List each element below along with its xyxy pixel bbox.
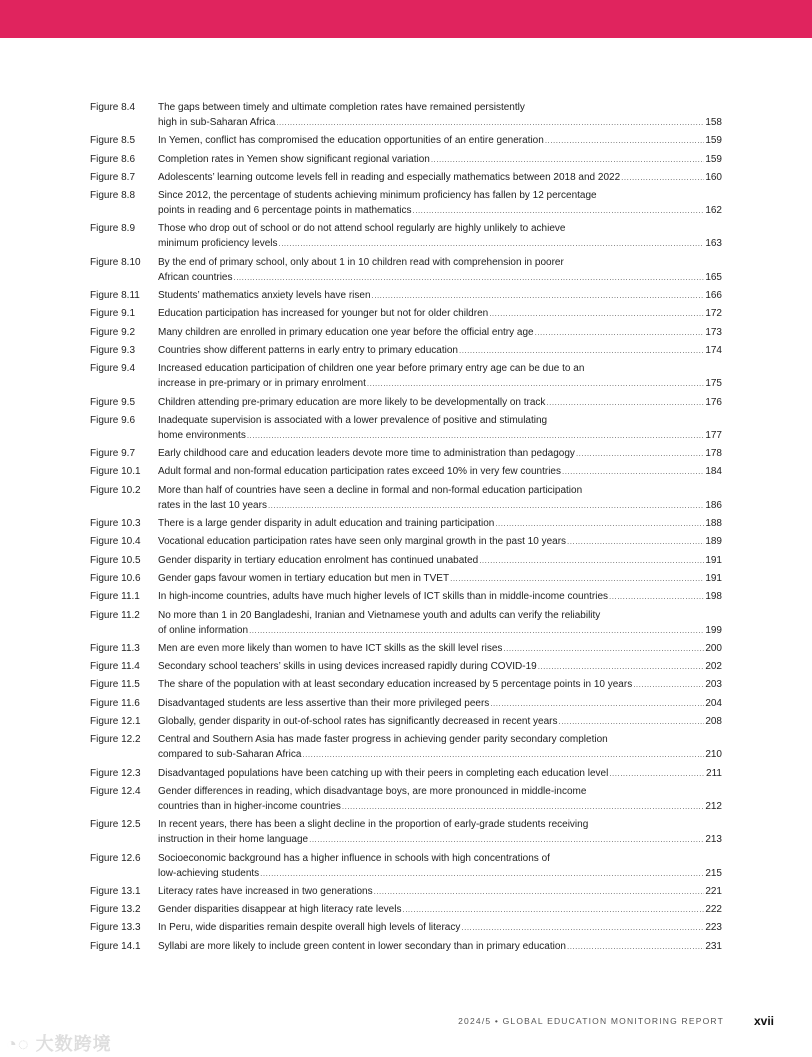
page-ref[interactable]: 215	[705, 867, 722, 879]
toc-entry[interactable]	[90, 608, 722, 638]
figure-label: Figure 12.6	[90, 852, 141, 864]
dot-leader	[413, 203, 705, 218]
page-ref[interactable]: 212	[705, 800, 722, 812]
toc-entry[interactable]	[90, 133, 722, 148]
figure-title: No more than 1 in 20 Bangladeshi, Iranian and Vietnamese youth and adults can verify the reliability	[158, 609, 601, 621]
figure-label: Figure 13.1	[90, 885, 141, 897]
dot-leader	[567, 939, 704, 954]
figure-title: Secondary school teachers’ skills in using devices increased rapidly during COVID-19	[158, 661, 537, 673]
figure-title: African countries	[158, 271, 233, 283]
page-ref[interactable]: 177	[705, 429, 722, 441]
toc-entry[interactable]	[90, 446, 722, 461]
dot-leader	[490, 696, 704, 711]
page-ref[interactable]: 211	[706, 767, 722, 779]
figure-title: Adolescents’ learning outcome levels fell in reading and especially mathematics between 2018 and 2022	[158, 171, 621, 183]
figure-label: Figure 8.10	[90, 256, 141, 268]
figure-title: In Yemen, conflict has compromised the education opportunities of an entire generation	[158, 135, 544, 147]
page-ref[interactable]: 210	[705, 749, 722, 761]
figure-label: Figure 12.4	[90, 785, 141, 797]
figure-label: Figure 11.1	[90, 591, 140, 603]
toc-entry[interactable]	[90, 920, 722, 935]
page-ref[interactable]: 166	[705, 290, 722, 302]
page-ref[interactable]: 204	[705, 697, 722, 709]
figure-label: Figure 9.2	[90, 326, 136, 338]
figure-title: home environments	[158, 429, 246, 441]
dot-leader	[459, 343, 704, 358]
figure-title: Adult formal and non-formal education participation rates exceed 10% in very few countries	[158, 466, 561, 478]
figure-label: Figure 11.4	[90, 661, 140, 673]
page-ref[interactable]: 223	[705, 922, 722, 934]
figure-label: Figure 9.4	[90, 363, 136, 375]
figure-title: increase in pre-primary or in primary enrolment	[158, 378, 366, 390]
figure-title: Since 2012, the percentage of students achieving minimum proficiency has fallen by 12 percentage	[158, 190, 597, 202]
figure-title: Education participation has increased for younger but not for older children	[158, 308, 489, 320]
page-ref[interactable]: 186	[705, 499, 722, 511]
page-ref[interactable]: 184	[705, 466, 722, 478]
dot-leader	[342, 799, 704, 814]
dot-leader	[545, 133, 705, 148]
figure-label: Figure 12.1	[90, 716, 141, 728]
figure-label: Figure 11.3	[90, 642, 140, 654]
figure-title: Syllabi are more likely to include green content in lower secondary than in primary education	[158, 940, 566, 952]
figure-label: Figure 9.1	[90, 308, 136, 320]
figure-label: Figure 10.4	[90, 536, 141, 548]
dot-leader	[450, 571, 704, 586]
figure-label: Figure 8.9	[90, 223, 136, 235]
figure-title: of online information	[158, 624, 249, 636]
figure-label: Figure 8.5	[90, 135, 136, 147]
toc-entry[interactable]	[90, 152, 722, 167]
figure-label: Figure 10.6	[90, 572, 141, 584]
figure-title: In Peru, wide disparities remain despite overall high levels of literacy	[158, 922, 461, 934]
page-ref[interactable]: 191	[705, 554, 722, 566]
dot-leader	[372, 288, 705, 303]
toc-entry[interactable]	[90, 306, 722, 321]
page-ref[interactable]: 159	[705, 135, 722, 147]
dot-leader	[461, 920, 704, 935]
figure-title: Men are even more likely than women to have ICT skills as the skill level rises	[158, 642, 503, 654]
dot-leader	[268, 498, 704, 513]
figure-label: Figure 11.6	[90, 697, 140, 709]
page-ref[interactable]: 176	[705, 396, 722, 408]
dot-leader	[546, 395, 704, 410]
toc-entry[interactable]	[90, 884, 722, 899]
figure-label: Figure 12.3	[90, 767, 141, 779]
dot-leader	[276, 115, 704, 130]
figure-label: Figure 10.5	[90, 554, 141, 566]
figure-title: Children attending pre-primary education are more likely to be developmentally on track	[158, 396, 546, 408]
toc-entry[interactable]	[90, 255, 722, 285]
dot-leader	[302, 747, 704, 762]
figure-title: Gender gaps favour women in tertiary education but men in TVET	[158, 572, 450, 584]
figure-title: Disadvantaged students are less assertive than their more privileged peers	[158, 697, 490, 709]
dot-leader	[249, 623, 704, 638]
toc-entry[interactable]	[90, 325, 722, 340]
toc-entry[interactable]	[90, 851, 722, 881]
toc-entry[interactable]	[90, 659, 722, 674]
figure-label: Figure 11.5	[90, 679, 140, 691]
figure-title: The gaps between timely and ultimate completion rates have remained persistently	[158, 102, 525, 113]
figure-label: Figure 8.6	[90, 153, 136, 165]
dot-leader	[278, 236, 704, 251]
toc-entry[interactable]	[90, 395, 722, 410]
toc-entry[interactable]	[90, 464, 722, 479]
toc-entry[interactable]	[90, 483, 722, 513]
toc-entry[interactable]	[90, 343, 722, 358]
toc-entry[interactable]	[90, 413, 722, 443]
figure-title: In high-income countries, adults have much higher levels of ICT skills than in middle-income countries	[158, 591, 609, 603]
figure-title: Globally, gender disparity in out-of-school rates has significantly decreased in recent years	[158, 716, 558, 728]
page-ref[interactable]: 173	[705, 326, 722, 338]
figure-label: Figure 9.7	[90, 448, 136, 460]
figure-label: Figure 9.3	[90, 344, 136, 356]
toc-entry[interactable]	[90, 817, 722, 847]
figure-title: Literacy rates have increased in two generations	[158, 885, 373, 897]
page-footer	[458, 1014, 774, 1028]
figure-label: Figure 11.2	[90, 609, 140, 621]
figure-title: There is a large gender disparity in adult education and training participation	[158, 518, 495, 530]
page-ref[interactable]: 175	[705, 378, 722, 390]
page-ref[interactable]: 213	[705, 834, 722, 846]
dot-leader	[247, 428, 704, 443]
toc-entry[interactable]	[90, 188, 722, 218]
dot-leader	[609, 766, 705, 781]
figure-label: Figure 13.2	[90, 904, 141, 916]
dot-leader	[260, 866, 704, 881]
page-ref[interactable]: 159	[705, 153, 722, 165]
page-ref[interactable]: 172	[705, 308, 722, 320]
figure-title: Socioeconomic background has a higher influence in schools with high concentrations of	[158, 852, 550, 864]
dot-leader	[233, 270, 704, 285]
dot-leader	[576, 446, 704, 461]
figure-label: Figure 8.7	[90, 171, 136, 183]
figure-title: Gender disparities disappear at high literacy rate levels	[158, 904, 402, 916]
page-ref[interactable]: 188	[705, 518, 722, 530]
figure-title: Many children are enrolled in primary education one year before the official entry age	[158, 326, 534, 338]
figure-title: low-achieving students	[158, 867, 260, 879]
dot-leader	[503, 641, 704, 656]
page-ref[interactable]: 189	[705, 536, 722, 548]
dot-leader	[367, 376, 704, 391]
toc-entry[interactable]	[90, 589, 722, 604]
figure-title: In recent years, there has been a slight decline in the proportion of early-grade students receiving	[158, 819, 589, 831]
figure-title: countries than in higher-income countries	[158, 800, 341, 812]
dot-leader	[309, 832, 704, 847]
figure-title: high in sub-Saharan Africa	[158, 117, 276, 128]
figure-title: rates in the last 10 years	[158, 499, 267, 511]
dot-leader	[495, 516, 704, 531]
list-of-figures	[90, 100, 722, 957]
page-ref[interactable]: 162	[705, 205, 722, 217]
figure-label: Figure 12.2	[90, 734, 141, 746]
toc-entry[interactable]	[90, 571, 722, 586]
figure-label: Figure 12.5	[90, 819, 141, 831]
figure-label: Figure 13.3	[90, 922, 141, 934]
toc-entry[interactable]	[90, 100, 722, 130]
header-band	[0, 0, 812, 38]
toc-entry[interactable]	[90, 784, 722, 814]
figure-label: Figure 8.4	[90, 102, 136, 113]
dot-leader	[431, 152, 704, 167]
page-ref[interactable]: 163	[705, 238, 722, 250]
dot-leader	[402, 902, 704, 917]
dot-leader	[609, 589, 704, 604]
figure-title: Countries show different patterns in early entry to primary education	[158, 344, 458, 356]
page-number: xvii	[753, 1014, 774, 1028]
toc-entry[interactable]	[90, 553, 722, 568]
report-title: 2024/5 • GLOBAL EDUCATION MONITORING REPORT	[458, 1016, 724, 1026]
page-ref[interactable]: 174	[705, 344, 722, 356]
figure-label: Figure 8.11	[90, 290, 140, 302]
figure-label: Figure 9.5	[90, 396, 136, 408]
figure-title: instruction in their home language	[158, 834, 309, 846]
dot-leader	[374, 884, 705, 899]
page-ref[interactable]: 191	[705, 572, 722, 584]
dot-leader	[621, 170, 704, 185]
page-ref[interactable]: 158	[705, 117, 722, 128]
toc-entry[interactable]	[90, 170, 722, 185]
figure-label: Figure 8.8	[90, 190, 136, 202]
page-ref[interactable]: 198	[705, 591, 722, 603]
toc-entry[interactable]	[90, 714, 722, 729]
figure-title: Gender disparity in tertiary education enrolment has continued unabated	[158, 554, 479, 566]
figure-title: The share of the population with at least secondary education increased by 5 percentage points in 10 years	[158, 679, 633, 691]
toc-entry[interactable]	[90, 732, 722, 762]
dot-leader	[479, 553, 704, 568]
page-ref[interactable]: 178	[705, 448, 722, 460]
page-ref[interactable]: 222	[705, 904, 722, 916]
page-ref[interactable]: 203	[705, 679, 722, 691]
dot-leader	[538, 659, 705, 674]
figure-title: Disadvantaged populations have been catching up with their peers in completing each education level	[158, 767, 609, 779]
page-ref[interactable]: 165	[705, 271, 722, 283]
toc-entry[interactable]	[90, 902, 722, 917]
dot-leader	[535, 325, 705, 340]
figure-label: Figure 10.1	[90, 466, 141, 478]
toc-entry[interactable]	[90, 677, 722, 692]
page-ref[interactable]: 160	[705, 171, 722, 183]
toc-entry[interactable]	[90, 288, 722, 303]
dot-leader	[567, 534, 704, 549]
figure-title: minimum proficiency levels	[158, 238, 278, 250]
figure-label: Figure 14.1	[90, 940, 141, 952]
page-ref[interactable]: 199	[705, 624, 722, 636]
figure-label: Figure 9.6	[90, 414, 136, 426]
page-ref[interactable]: 200	[705, 642, 722, 654]
page-ref[interactable]: 221	[705, 885, 722, 897]
dot-leader	[558, 714, 704, 729]
watermark-logo: ◔◌ 大数跨境	[6, 1034, 112, 1054]
figure-title: Central and Southern Asia has made faster progress in achieving gender parity secondary completion	[158, 734, 608, 746]
toc-entry[interactable]	[90, 696, 722, 711]
dot-leader	[562, 464, 704, 479]
toc-entry[interactable]	[90, 221, 722, 251]
toc-entry[interactable]	[90, 766, 722, 781]
figure-title: Vocational education participation rates have seen only marginal growth in the past 10 years	[158, 536, 567, 548]
toc-entry[interactable]	[90, 516, 722, 531]
dot-leader	[489, 306, 704, 321]
figure-title: compared to sub-Saharan Africa	[158, 749, 302, 761]
figure-title: Completion rates in Yemen show significant regional variation	[158, 153, 430, 165]
figure-title: Increased education participation of children one year before primary entry age can be due to an	[158, 363, 585, 375]
figure-label: Figure 10.2	[90, 484, 141, 496]
dot-leader	[633, 677, 704, 692]
figure-title: Students’ mathematics anxiety levels have risen	[158, 290, 371, 302]
figure-title: More than half of countries have seen a decline in formal and non-formal education participation	[158, 484, 583, 496]
figure-title: points in reading and 6 percentage points in mathematics	[158, 205, 412, 217]
toc-entry[interactable]	[90, 939, 722, 954]
figure-title: By the end of primary school, only about 1 in 10 children read with comprehension in poorer	[158, 256, 564, 268]
figure-title: Inadequate supervision is associated with a lower prevalence of positive and stimulating	[158, 414, 548, 426]
toc-entry[interactable]	[90, 641, 722, 656]
figure-label: Figure 10.3	[90, 518, 141, 530]
toc-entry[interactable]	[90, 534, 722, 549]
toc-entry[interactable]	[90, 361, 722, 391]
figure-title: Those who drop out of school or do not attend school regularly are highly unlikely to achieve	[158, 223, 566, 235]
page-ref[interactable]: 202	[705, 661, 722, 673]
figure-title: Early childhood care and education leaders devote more time to administration than pedagogy	[158, 448, 575, 460]
figure-title: Gender differences in reading, which disadvantage boys, are more pronounced in middle-income	[158, 785, 587, 797]
page-ref[interactable]: 231	[705, 940, 722, 952]
page-ref[interactable]: 208	[705, 716, 722, 728]
